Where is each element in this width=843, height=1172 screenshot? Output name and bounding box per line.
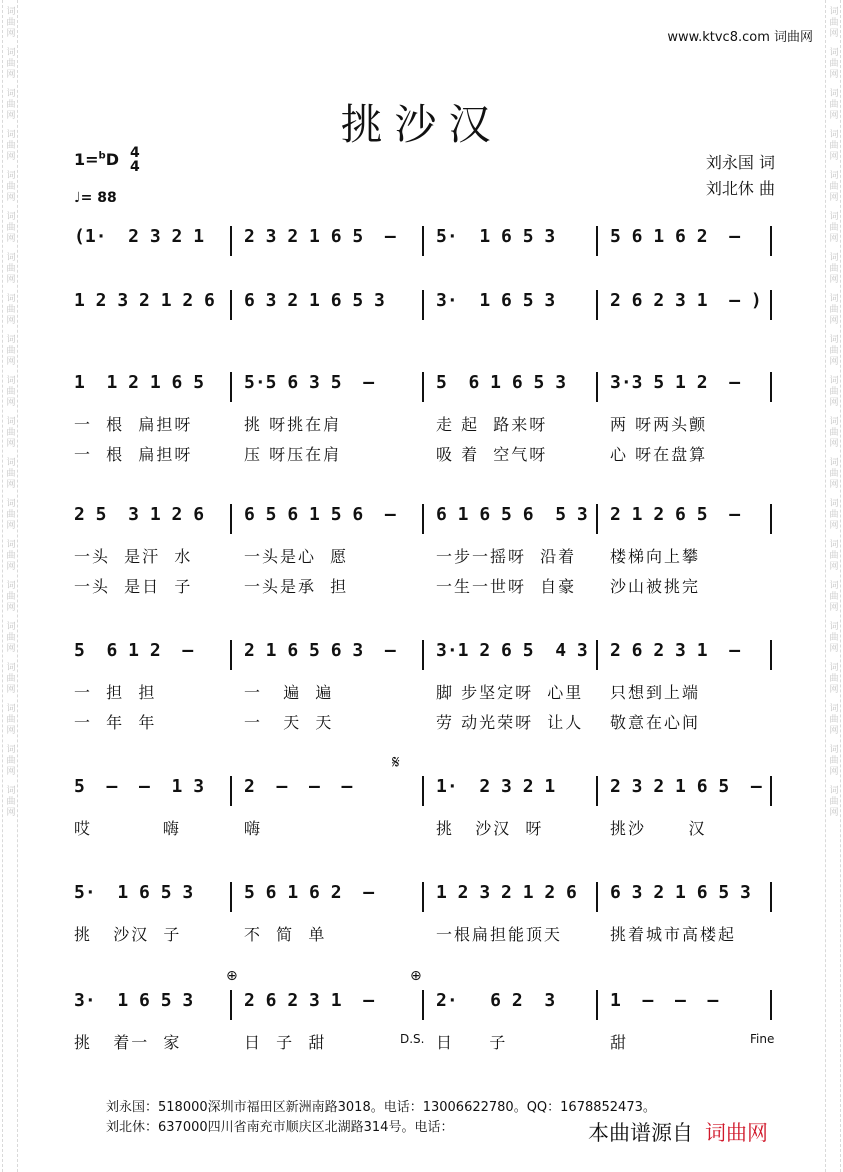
measure-notes: 2 6 2 3 1 — xyxy=(244,990,375,1011)
lyric-segment: 日 子 xyxy=(436,1033,508,1052)
score-row xyxy=(60,882,786,912)
footer-source xyxy=(588,1117,768,1147)
source-label: 本曲谱源自 xyxy=(588,1121,693,1145)
bar-line xyxy=(770,882,772,912)
bar-line xyxy=(230,882,232,912)
measure-notes: 6 3 2 1 6 5 3 xyxy=(610,882,751,903)
lyric-segment: 劳 动光荣呀 让人 xyxy=(436,713,584,732)
bar-line xyxy=(596,504,598,534)
lyric-segment: 两 呀两头颤 xyxy=(610,415,708,434)
bar-line xyxy=(422,226,424,256)
measure-notes: 3· 1 6 5 3 xyxy=(74,990,194,1011)
lyric-segment: 哎 嗨 xyxy=(74,819,181,838)
song-title: 挑沙汉 xyxy=(340,100,503,149)
measure-notes: 6 3 2 1 6 5 3 xyxy=(244,290,385,311)
lyric-segment: 一 天 天 xyxy=(244,713,334,732)
lyric-segment: 一步一摇呀 沿着 xyxy=(436,547,577,566)
score-row xyxy=(60,372,786,402)
measure-notes: 2 1 2 6 5 — xyxy=(610,504,741,525)
bar-line xyxy=(422,290,424,320)
bar-line xyxy=(596,776,598,806)
lyric-segment: 一 遍 遍 xyxy=(244,683,334,702)
measure-notes: 1 — — — xyxy=(610,990,719,1011)
measure-notes: 5 6 1 2 — xyxy=(74,640,194,661)
left-watermark-strip: 词曲网 词曲网 词曲网 词曲网 词曲网 词曲网 词曲网 词曲网 词曲网 词曲网 词曲网 词曲网 词曲网 词曲网 词曲网 词曲网 词曲网 词曲网 词曲网 词曲网 xyxy=(2,0,18,1172)
footer-composer-contact: 刘北休：637000四川省南充市顺庆区北湖路314号。电话： xyxy=(106,1120,454,1135)
bar-line xyxy=(596,990,598,1020)
lyric-segment: 挑沙 汉 xyxy=(610,819,707,838)
measure-notes: 6 1 6 5 6 5 3 xyxy=(436,504,588,525)
tempo-marking: ♩= 88 xyxy=(74,190,117,206)
lyric-segment: 一根扁担能顶天 xyxy=(436,925,563,944)
bar-line xyxy=(422,372,424,402)
score-row xyxy=(60,990,786,1020)
measure-notes: 1 1 2 1 6 5 xyxy=(74,372,205,393)
measure-notes: 2 3 2 1 6 5 — xyxy=(610,776,762,797)
lyric-line xyxy=(60,922,786,946)
lyric-segment: 一 年 年 xyxy=(74,713,157,732)
lyric-segment: 吸 着 空气呀 xyxy=(436,445,548,464)
lyric-segment: 一头 是汗 水 xyxy=(74,547,193,566)
measure-notes: 2 5 3 1 2 6 xyxy=(74,504,205,525)
measure-notes: 2 3 2 1 6 5 — xyxy=(244,226,396,247)
measure-notes: 5 6 1 6 5 3 xyxy=(436,372,567,393)
brand-link[interactable]: 词曲网 xyxy=(705,1121,768,1145)
lyric-segment: 一生一世呀 自豪 xyxy=(436,577,577,596)
time-signature: 4 4 xyxy=(130,145,140,175)
lyric-segment: 只想到上端 xyxy=(610,683,701,702)
lyric-line xyxy=(60,710,786,734)
score-row xyxy=(60,776,786,806)
measure-notes: 5 — — 1 3 xyxy=(74,776,205,797)
bar-line xyxy=(230,504,232,534)
measure-notes: (1· 2 3 2 1 xyxy=(74,226,205,247)
lyric-segment: 一 根 扁担呀 xyxy=(74,415,193,434)
lyric-segment: 楼梯向上攀 xyxy=(610,547,701,566)
lyric-line xyxy=(60,442,786,466)
measure-notes: 2· 6 2 3 xyxy=(436,990,556,1011)
bar-line xyxy=(596,882,598,912)
bar-line xyxy=(770,226,772,256)
bar-line xyxy=(230,290,232,320)
lyric-segment: 不 简 单 xyxy=(244,925,327,944)
score-row xyxy=(60,290,786,320)
measure-notes: 2 6 2 3 1 — ) xyxy=(610,290,762,311)
measure-notes: 1· 2 3 2 1 xyxy=(436,776,556,797)
bar-line xyxy=(422,882,424,912)
measure-notes: 5· 1 6 5 3 xyxy=(436,226,556,247)
lyric-segment: 一头是承 担 xyxy=(244,577,349,596)
measure-notes: 1 2 3 2 1 2 6 xyxy=(74,290,215,311)
bar-line xyxy=(422,504,424,534)
measure-notes: 5·5 6 3 5 — xyxy=(244,372,375,393)
bar-line xyxy=(422,776,424,806)
lyric-segment: 挑 沙汉 子 xyxy=(74,925,182,944)
measure-notes: 1 2 3 2 1 2 6 xyxy=(436,882,577,903)
segno-mark: 𝄋 xyxy=(392,752,400,773)
score-row xyxy=(60,226,786,256)
bar-line xyxy=(770,290,772,320)
composer-credit: 刘北休 曲 xyxy=(705,179,775,198)
bar-line xyxy=(596,290,598,320)
key-signature: 1=$^b$D xyxy=(74,150,119,169)
right-watermark-strip: 词曲网 词曲网 词曲网 词曲网 词曲网 词曲网 词曲网 词曲网 词曲网 词曲网 词曲网 词曲网 词曲网 词曲网 词曲网 词曲网 词曲网 词曲网 词曲网 词曲网 xyxy=(825,0,841,1172)
lyric-segment: 挑 着一 家 xyxy=(74,1033,182,1052)
lyric-segment: 走 起 路来呀 xyxy=(436,415,548,434)
site-url[interactable]: www.ktvc8.com 词曲网 xyxy=(667,30,813,45)
coda-mark-2: ⊕ xyxy=(410,968,422,984)
lyric-segment: 一 根 扁担呀 xyxy=(74,445,193,464)
bar-line xyxy=(770,640,772,670)
bar-line xyxy=(422,990,424,1020)
bar-line xyxy=(596,226,598,256)
bar-line xyxy=(230,640,232,670)
lyric-segment: 敬意在心间 xyxy=(610,713,701,732)
lyric-line xyxy=(60,544,786,568)
lyric-segment: 嗨 xyxy=(244,819,263,838)
bar-line xyxy=(230,990,232,1020)
bar-line xyxy=(770,776,772,806)
bar-line xyxy=(770,372,772,402)
lyric-line xyxy=(60,816,786,840)
measure-notes: 5 6 1 6 2 — xyxy=(610,226,741,247)
lyric-segment: 沙山被挑完 xyxy=(610,577,701,596)
lyric-segment: 一 担 担 xyxy=(74,683,157,702)
lyric-segment: 心 呀在盘算 xyxy=(610,445,708,464)
bar-line xyxy=(230,226,232,256)
bar-line xyxy=(770,990,772,1020)
ds-marking: D.S. xyxy=(400,1032,425,1046)
lyric-segment: 脚 步坚定呀 心里 xyxy=(436,683,584,702)
lyric-segment: 一头 是日 子 xyxy=(74,577,193,596)
bar-line xyxy=(230,776,232,806)
bar-line xyxy=(422,640,424,670)
coda-mark-1: ⊕ xyxy=(226,968,238,984)
lyric-line xyxy=(60,412,786,436)
measure-notes: 2 6 2 3 1 — xyxy=(610,640,741,661)
score-row xyxy=(60,640,786,670)
bar-line xyxy=(770,504,772,534)
lyric-segment: 挑 沙汉 呀 xyxy=(436,819,544,838)
footer-lyricist-contact: 刘永国：518000深圳市福田区新洲南路3018。电话：13006622780。QQ：1678852473。 xyxy=(106,1100,656,1115)
bar-line xyxy=(596,372,598,402)
score-row xyxy=(60,504,786,534)
measure-notes: 5 6 1 6 2 — xyxy=(244,882,375,903)
lyric-segment: 压 呀压在肩 xyxy=(244,445,342,464)
lyric-segment: 挑 呀挑在肩 xyxy=(244,415,342,434)
measure-notes: 3·1 2 6 5 4 3 xyxy=(436,640,588,661)
lyric-line xyxy=(60,574,786,598)
measure-notes: 3· 1 6 5 3 xyxy=(436,290,556,311)
lyric-line xyxy=(60,680,786,704)
fine-marking: Fine xyxy=(750,1032,775,1046)
lyric-segment: 甜 xyxy=(610,1033,629,1052)
measure-notes: 2 — — — xyxy=(244,776,353,797)
measure-notes: 3·3 5 1 2 — xyxy=(610,372,741,393)
measure-notes: 5· 1 6 5 3 xyxy=(74,882,194,903)
bar-line xyxy=(596,640,598,670)
measure-notes: 6 5 6 1 5 6 — xyxy=(244,504,396,525)
lyric-segment: 挑着城市高楼起 xyxy=(610,925,737,944)
lyric-segment: 一头是心 愿 xyxy=(244,547,349,566)
measure-notes: 2 1 6 5 6 3 — xyxy=(244,640,396,661)
lyric-segment: 日 子 甜 xyxy=(244,1033,327,1052)
lyricist-credit: 刘永国 词 xyxy=(705,153,775,172)
bar-line xyxy=(230,372,232,402)
